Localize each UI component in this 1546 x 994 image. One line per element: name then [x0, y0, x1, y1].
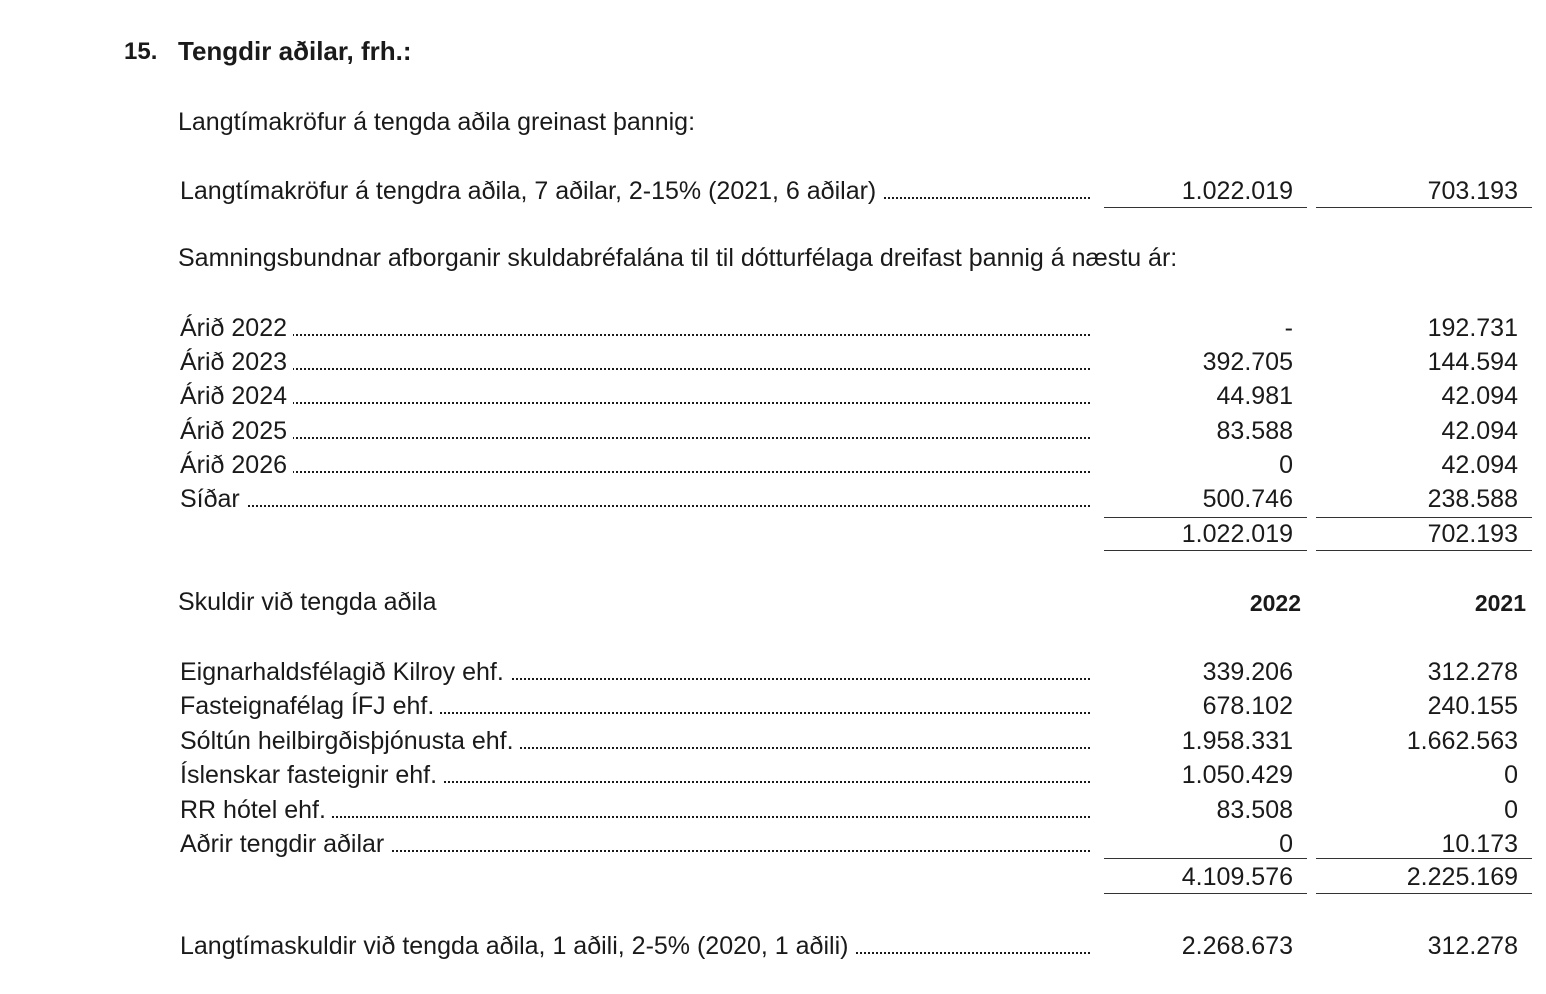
- total-2022: 1.022.019: [1181, 520, 1293, 548]
- value-2021: 312.278: [1427, 932, 1518, 960]
- value-2021: 42.094: [1441, 416, 1518, 445]
- value-2021: 1.662.563: [1406, 726, 1518, 755]
- table-row: [0, 724, 1546, 758]
- intro-receivables: Langtímakröfur á tengda aðila greinast þannig:: [178, 108, 696, 136]
- row-label: Eignarhaldsfélagið Kilroy ehf.: [180, 655, 1090, 689]
- table-row: [0, 345, 1546, 379]
- value-2022: 1.050.429: [1181, 761, 1293, 790]
- debts-rule-2022: [1104, 858, 1307, 859]
- debts-total-row: [0, 860, 1546, 894]
- value-2022: 44.981: [1216, 382, 1293, 411]
- table-row: [0, 793, 1546, 827]
- underline-2022: [1104, 207, 1307, 208]
- table-row: [0, 482, 1546, 516]
- row-label: Íslenskar fasteignir ehf.: [180, 758, 1090, 792]
- row-label: Árið 2024: [180, 379, 1090, 413]
- table-row: [0, 414, 1546, 448]
- row-label: Árið 2022: [180, 311, 1090, 345]
- table-row: [0, 689, 1546, 723]
- row-label: Síðar: [180, 482, 1090, 516]
- table-row: [0, 655, 1546, 689]
- value-2022: -: [1284, 314, 1293, 342]
- total-2021: 702.193: [1427, 520, 1518, 548]
- value-2021: 0: [1504, 795, 1518, 824]
- total-underline-2021: [1316, 550, 1532, 551]
- value-2021: 703.193: [1427, 177, 1518, 205]
- table-row: [0, 448, 1546, 482]
- row-label: Langtímakröfur á tengdra aðila, 7 aðilar, 2-15% (2021, 6 aðilar): [180, 174, 1090, 208]
- value-2021: 42.094: [1441, 450, 1518, 479]
- section-number: 15.: [124, 38, 158, 65]
- row-label: Sóltún heilbirgðisþjónusta ehf.: [180, 724, 1090, 758]
- long-term-debt-row: [0, 929, 1546, 963]
- value-2022: 1.958.331: [1181, 726, 1293, 755]
- row-label: Langtímaskuldir við tengda aðila, 1 aðili, 2-5% (2020, 1 aðili): [180, 929, 1090, 963]
- row-label: Fasteignafélag ÍFJ ehf.: [180, 689, 1090, 723]
- value-2022: 339.206: [1202, 658, 1293, 686]
- underline-2021: [1316, 207, 1532, 208]
- value-2022: 0: [1279, 830, 1293, 858]
- installments-total-row: [0, 517, 1546, 551]
- section-title: Tengdir aðilar, frh.:: [178, 36, 412, 66]
- total-underline-2022: [1104, 550, 1307, 551]
- value-2021: 312.278: [1427, 658, 1518, 686]
- debts-total-underline-2021: [1316, 893, 1532, 894]
- value-2021: 238.588: [1427, 485, 1518, 513]
- total-2021: 2.225.169: [1406, 863, 1518, 891]
- value-2021: 144.594: [1427, 348, 1518, 377]
- value-2022: 1.022.019: [1181, 177, 1293, 205]
- table-row: [0, 311, 1546, 345]
- year-header-2022: 2022: [1249, 590, 1301, 616]
- table-row: [0, 827, 1546, 861]
- row-label: Árið 2025: [180, 414, 1090, 448]
- row-label: RR hótel ehf.: [180, 793, 1090, 827]
- row-label: Árið 2026: [180, 448, 1090, 482]
- value-2022: 392.705: [1202, 348, 1293, 377]
- year-header-2021: 2021: [1474, 590, 1526, 616]
- receivables-row: [0, 174, 1546, 208]
- row-label: Árið 2023: [180, 345, 1090, 379]
- debts-rule-2021: [1316, 858, 1532, 859]
- value-2022: 500.746: [1202, 485, 1293, 513]
- table-row: [0, 758, 1546, 792]
- table-row: [0, 379, 1546, 413]
- value-2022: 2.268.673: [1181, 932, 1293, 960]
- value-2021: 240.155: [1427, 692, 1518, 721]
- value-2022: 678.102: [1202, 692, 1293, 721]
- value-2021: 42.094: [1441, 382, 1518, 411]
- total-2022: 4.109.576: [1181, 863, 1293, 891]
- row-label: Aðrir tengdir aðilar: [180, 827, 1090, 861]
- debts-heading: Skuldir við tengda aðila: [178, 588, 437, 616]
- debts-total-underline-2022: [1104, 893, 1307, 894]
- value-2021: 10.173: [1441, 830, 1518, 858]
- value-2022: 83.588: [1216, 416, 1293, 445]
- value-2021: 192.731: [1427, 314, 1518, 342]
- intro-installments: Samningsbundnar afborganir skuldabréfalána til til dótturfélaga dreifast þannig á næstu ár:: [178, 244, 1178, 272]
- value-2022: 0: [1279, 450, 1293, 479]
- value-2021: 0: [1504, 761, 1518, 790]
- value-2022: 83.508: [1216, 795, 1293, 824]
